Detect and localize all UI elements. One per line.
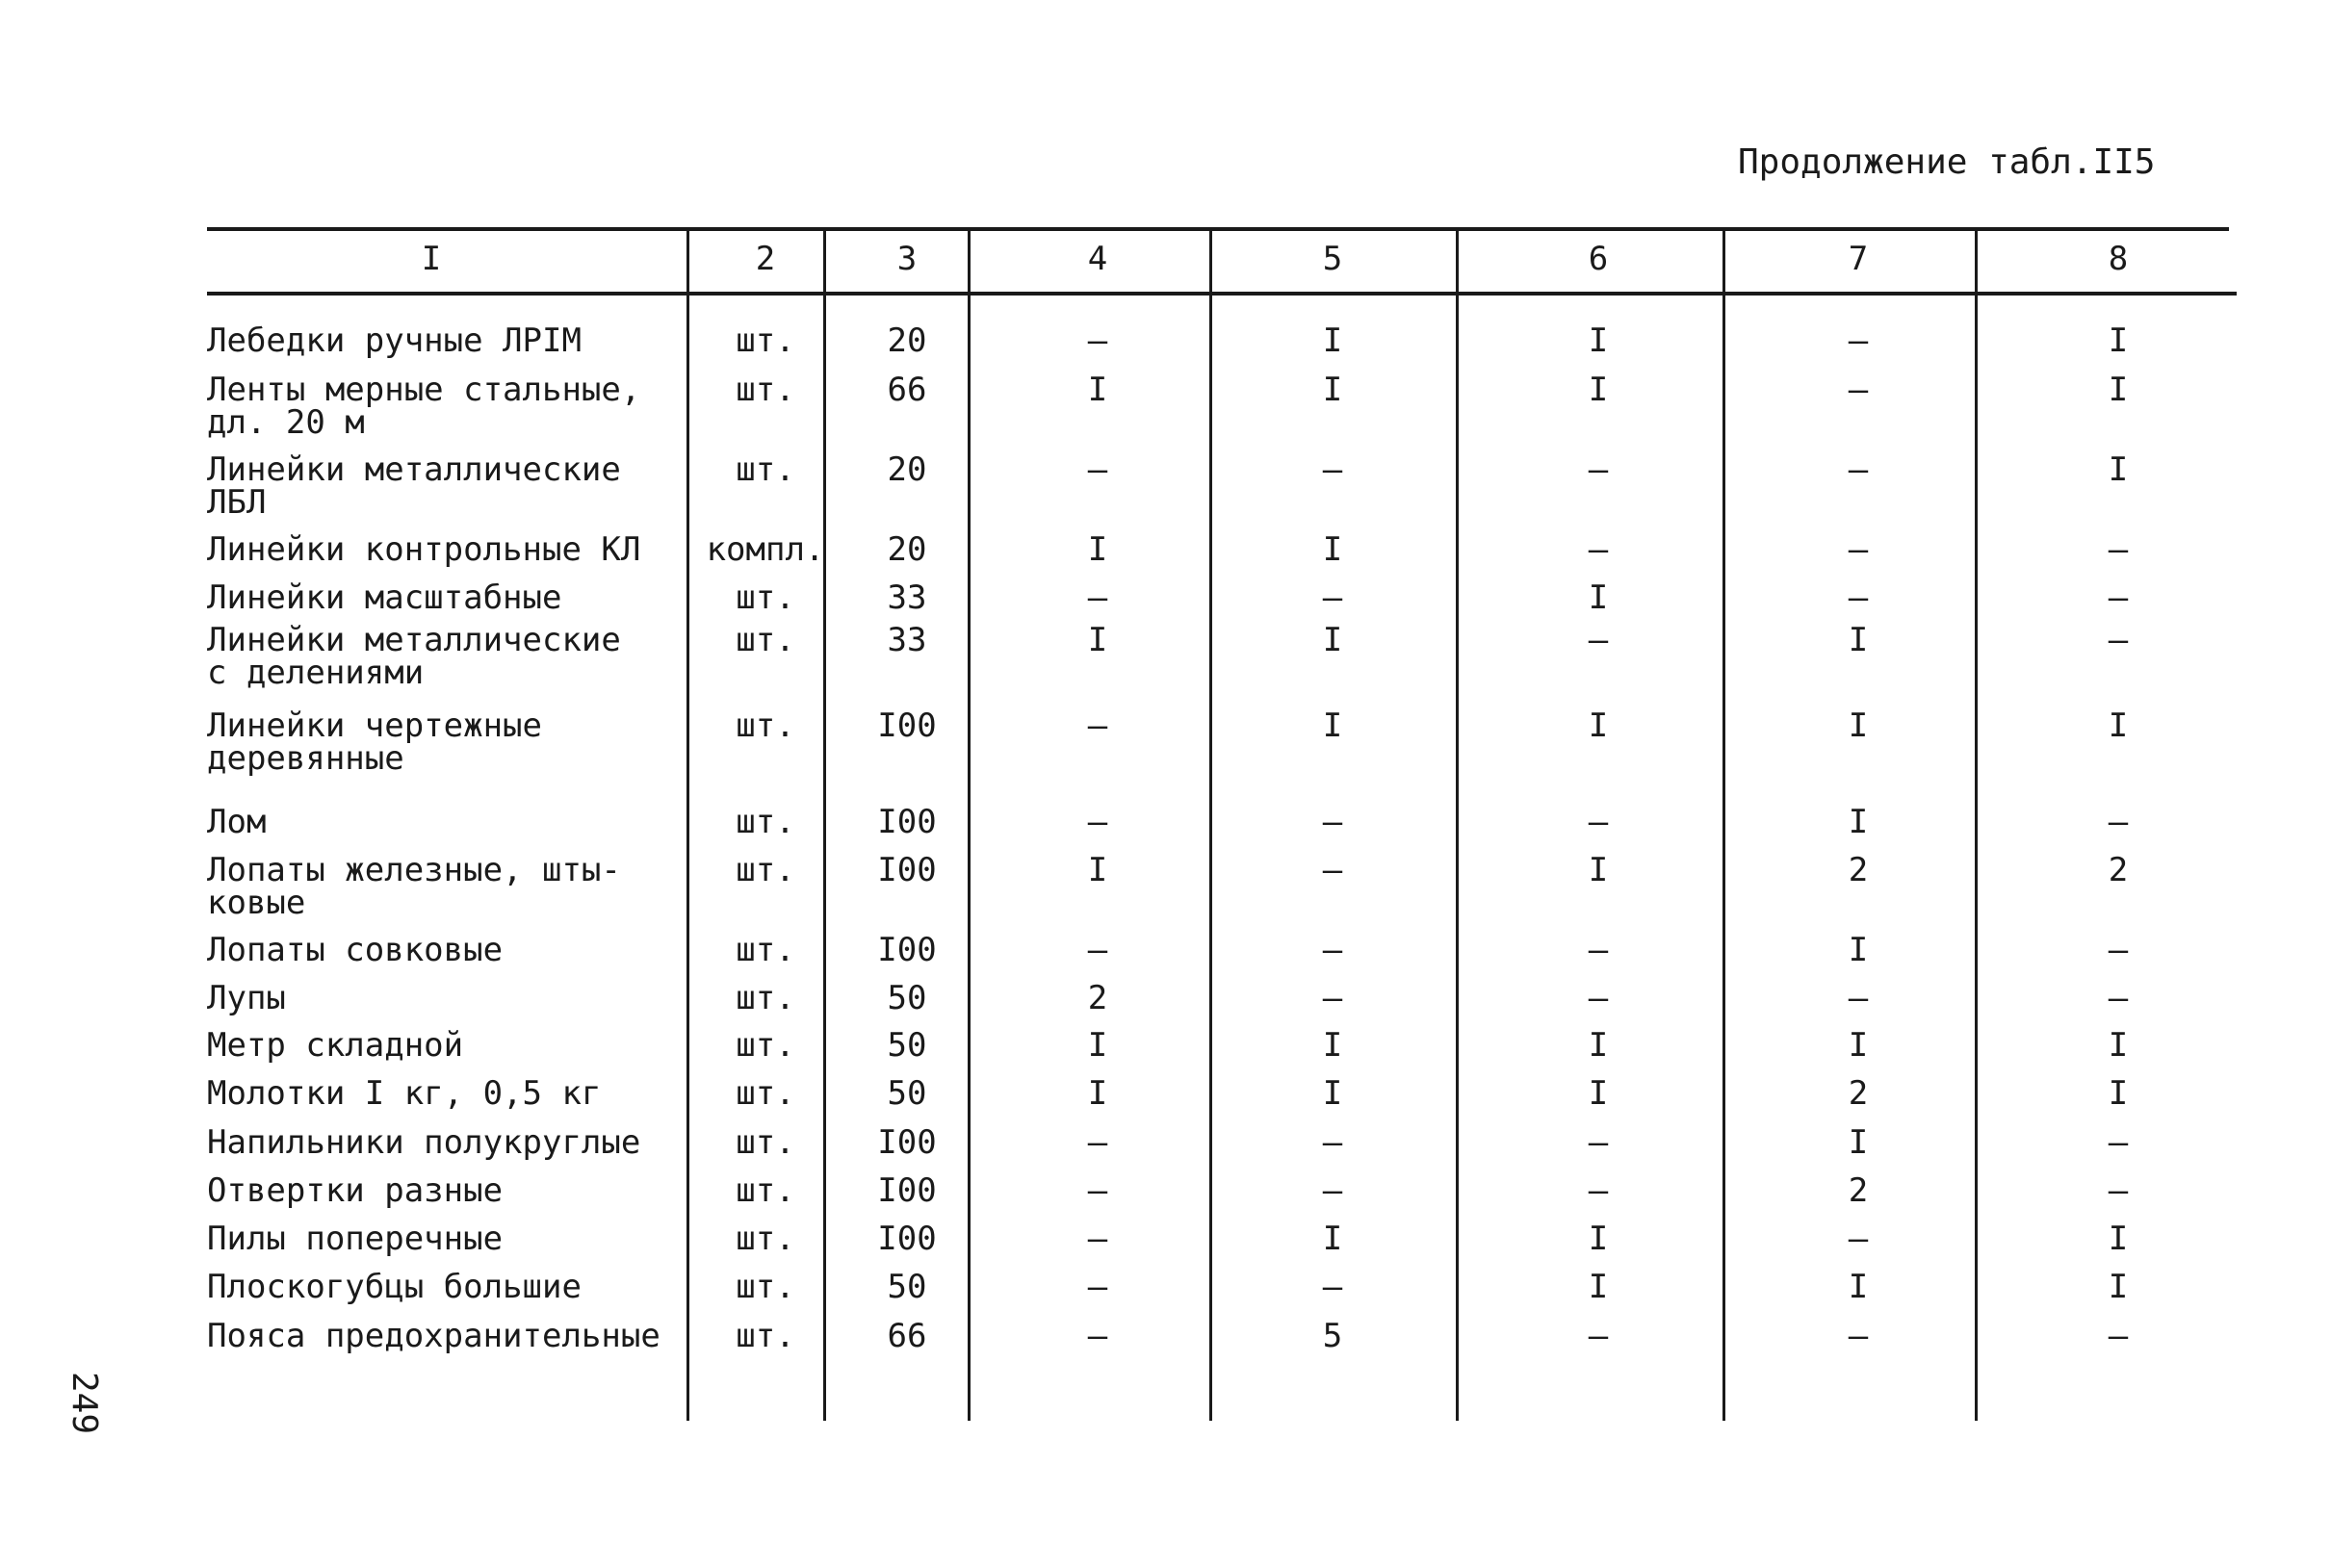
table-cell: –: [1087, 1268, 1108, 1306]
table-cell: шт.: [736, 578, 795, 617]
table-cell: I00: [877, 1220, 937, 1258]
item-name: Лом: [207, 803, 267, 841]
table-cell: шт.: [736, 931, 795, 969]
table-cell: –: [1322, 1171, 1343, 1210]
table-cell: I00: [877, 803, 937, 841]
table-cell: –: [1322, 1123, 1343, 1162]
table-cell: I: [1588, 1074, 1609, 1113]
column-header: 5: [1322, 240, 1343, 278]
table-cell: шт.: [736, 371, 795, 409]
table-cell: 20: [887, 530, 927, 569]
item-name: Ленты мерные стальные, дл. 20 м: [207, 371, 641, 442]
table-cell: 33: [887, 578, 927, 617]
table-cell: 2: [1848, 1074, 1869, 1113]
table-cell: –: [1087, 1220, 1108, 1258]
table-cell: I: [1848, 707, 1869, 745]
table-cell: 20: [887, 321, 927, 360]
table-cell: компл.: [706, 530, 825, 569]
table-cell: –: [1588, 450, 1609, 489]
table-cell: I: [1848, 803, 1869, 841]
column-header: 8: [2108, 240, 2129, 278]
column-header: 7: [1848, 240, 1869, 278]
table-cell: I: [1087, 1026, 1108, 1065]
table-cell: I: [1322, 530, 1343, 569]
table-cell: шт.: [736, 803, 795, 841]
table-cell: шт.: [736, 979, 795, 1017]
table-cell: I: [2108, 1220, 2129, 1258]
table-cell: –: [1848, 321, 1869, 360]
table-cell: –: [2108, 803, 2129, 841]
page-number: 249: [65, 1372, 104, 1435]
table-cell: –: [1322, 450, 1343, 489]
table-cell: I: [2108, 371, 2129, 409]
table-cell: I: [1322, 707, 1343, 745]
table-cell: –: [1087, 1123, 1108, 1162]
table-cell: –: [1588, 803, 1609, 841]
table-cell: I: [1322, 321, 1343, 360]
table-cell: шт.: [736, 1220, 795, 1258]
table-cell: –: [1087, 578, 1108, 617]
table-cell: –: [1087, 1171, 1108, 1210]
item-name: Лопаты железные, шты- ковые: [207, 851, 621, 922]
column-header: I: [421, 240, 442, 278]
table-cell: 50: [887, 1268, 927, 1306]
table-header-rule: [207, 292, 2237, 296]
table-cell: I00: [877, 1123, 937, 1162]
table-cell: 33: [887, 621, 927, 659]
table-cell: –: [2108, 530, 2129, 569]
table-cell: –: [2108, 621, 2129, 659]
table-cell: –: [1588, 1123, 1609, 1162]
item-name: Лопаты совковые: [207, 931, 504, 969]
table-cell: шт.: [736, 1123, 795, 1162]
item-name: Метр складной: [207, 1026, 464, 1065]
table-cell: –: [1588, 1317, 1609, 1355]
table-cell: –: [2108, 578, 2129, 617]
table-cell: 50: [887, 1074, 927, 1113]
table-cell: I: [1322, 1026, 1343, 1065]
table-cell: 2: [1848, 1171, 1869, 1210]
item-name: Плоскогубцы большие: [207, 1268, 582, 1306]
column-header: 6: [1588, 240, 1609, 278]
table-cell: –: [1848, 371, 1869, 409]
table-cell: I00: [877, 851, 937, 889]
column-divider: [686, 227, 689, 1421]
table-cell: –: [1588, 1171, 1609, 1210]
table-cell: I: [1087, 621, 1108, 659]
table-cell: –: [1848, 979, 1869, 1017]
table-cell: шт.: [736, 1171, 795, 1210]
table-cell: I: [1588, 578, 1609, 617]
table-cell: –: [1322, 1268, 1343, 1306]
table-cell: –: [1322, 979, 1343, 1017]
table-cell: –: [2108, 1171, 2129, 1210]
table-cell: I: [1322, 1220, 1343, 1258]
item-name: Пилы поперечные: [207, 1220, 504, 1258]
table-cell: –: [1087, 707, 1108, 745]
item-name: Линейки контрольные КЛ: [207, 530, 641, 569]
table-cell: I: [1588, 1026, 1609, 1065]
table-cell: I: [1588, 1268, 1609, 1306]
item-name: Линейки металлические с делениями: [207, 621, 621, 692]
table-cell: шт.: [736, 707, 795, 745]
table-cell: I: [1087, 530, 1108, 569]
table-cell: –: [2108, 1123, 2129, 1162]
table-top-rule: [207, 227, 2229, 231]
table-cell: I00: [877, 1171, 937, 1210]
table-cell: шт.: [736, 321, 795, 360]
table-cell: –: [1322, 931, 1343, 969]
table-cell: –: [1848, 530, 1869, 569]
table-cell: I: [1588, 371, 1609, 409]
table-cell: 2: [1848, 851, 1869, 889]
table-cell: I00: [877, 931, 937, 969]
item-name: Пояса предохранительные: [207, 1317, 660, 1355]
table-cell: –: [1322, 851, 1343, 889]
table-caption: Продолжение табл.II5: [1738, 142, 2156, 182]
table-cell: I: [2108, 450, 2129, 489]
table-cell: –: [1588, 931, 1609, 969]
column-divider: [1722, 227, 1725, 1421]
table-cell: 20: [887, 450, 927, 489]
item-name: Напильники полукруглые: [207, 1123, 641, 1162]
item-name: Линейки металлические ЛБЛ: [207, 450, 621, 522]
item-name: Лебедки ручные ЛРIМ: [207, 321, 582, 360]
table-cell: 66: [887, 371, 927, 409]
column-divider: [1456, 227, 1459, 1421]
table-cell: I: [1848, 1268, 1869, 1306]
table-cell: –: [1848, 578, 1869, 617]
table-cell: 5: [1322, 1317, 1343, 1355]
table-cell: –: [2108, 931, 2129, 969]
table-cell: I: [2108, 1026, 2129, 1065]
table-cell: шт.: [736, 851, 795, 889]
item-name: Отвертки разные: [207, 1171, 504, 1210]
table-cell: I: [1848, 1026, 1869, 1065]
table-cell: –: [1588, 530, 1609, 569]
column-divider: [1975, 227, 1978, 1421]
table-cell: –: [1848, 1220, 1869, 1258]
table-cell: I: [2108, 707, 2129, 745]
table-cell: –: [1087, 803, 1108, 841]
table-cell: 2: [2108, 851, 2129, 889]
column-header: 2: [755, 240, 776, 278]
item-name: Молотки I кг, 0,5 кг: [207, 1074, 602, 1113]
table-cell: –: [1087, 321, 1108, 360]
table-cell: I: [2108, 1074, 2129, 1113]
table-cell: I: [1087, 371, 1108, 409]
table-cell: –: [2108, 979, 2129, 1017]
item-name: Лупы: [207, 979, 286, 1017]
table-cell: I: [1848, 931, 1869, 969]
table-cell: –: [1087, 1317, 1108, 1355]
table-cell: –: [1588, 621, 1609, 659]
table-cell: шт.: [736, 1026, 795, 1065]
table-cell: –: [1848, 1317, 1869, 1355]
table-cell: I: [1588, 321, 1609, 360]
table-cell: –: [1087, 931, 1108, 969]
table-cell: 66: [887, 1317, 927, 1355]
table-cell: –: [2108, 1317, 2129, 1355]
table-cell: I: [1087, 851, 1108, 889]
table-cell: I: [1848, 621, 1869, 659]
table-cell: I: [2108, 1268, 2129, 1306]
table-cell: 50: [887, 979, 927, 1017]
table-cell: –: [1848, 450, 1869, 489]
table-cell: шт.: [736, 1317, 795, 1355]
table-cell: I: [1588, 707, 1609, 745]
table-cell: 2: [1087, 979, 1108, 1017]
table-cell: –: [1588, 979, 1609, 1017]
table-cell: шт.: [736, 1074, 795, 1113]
table-cell: I: [2108, 321, 2129, 360]
table-cell: I: [1588, 1220, 1609, 1258]
table-cell: шт.: [736, 1268, 795, 1306]
table-cell: шт.: [736, 450, 795, 489]
item-name: Линейки масштабные: [207, 578, 562, 617]
table-cell: –: [1322, 578, 1343, 617]
column-header: 3: [896, 240, 918, 278]
table-cell: I: [1322, 1074, 1343, 1113]
table-cell: –: [1087, 450, 1108, 489]
table-cell: шт.: [736, 621, 795, 659]
item-name: Линейки чертежные деревянные: [207, 707, 542, 778]
table-cell: I: [1848, 1123, 1869, 1162]
table-cell: –: [1322, 803, 1343, 841]
table-cell: I00: [877, 707, 937, 745]
table-cell: I: [1588, 851, 1609, 889]
column-header: 4: [1087, 240, 1108, 278]
column-divider: [1209, 227, 1212, 1421]
table-cell: I: [1087, 1074, 1108, 1113]
table-cell: I: [1322, 621, 1343, 659]
table-cell: 50: [887, 1026, 927, 1065]
table-cell: I: [1322, 371, 1343, 409]
